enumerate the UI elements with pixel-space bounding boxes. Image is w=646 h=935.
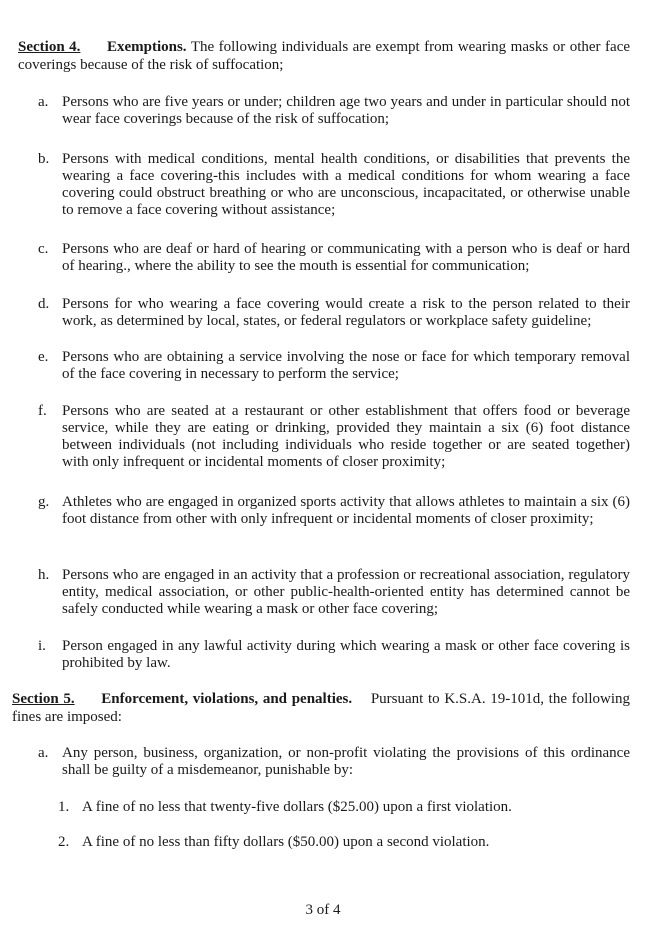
item-text: Persons who are engaged in an activity that a profession or recreational association, regulatory entity, medical association, or other public-health-oriented entity has determined cannot be safely conducted while wearing a mask or other face covering; [62, 567, 630, 617]
section-4-item-d [38, 296, 630, 330]
section-5-item-a [38, 745, 630, 779]
section-4-item-b [38, 151, 630, 219]
section-5-header [12, 690, 630, 726]
section-4-number: Section 4. [18, 39, 81, 55]
item-text: Persons who are deaf or hard of hearing or communicating with a person who is deaf or hard of hearing., where the ability to see the mouth is essential for communication; [62, 241, 630, 274]
item-label: d. [38, 296, 50, 312]
section-5-intro: Pursuant to K.S.A. 19-101d, the following fines are imposed: [12, 691, 631, 725]
item-label: i. [38, 638, 46, 654]
subitem-label: 2. [58, 834, 70, 850]
item-label: g. [38, 494, 50, 510]
section-5-subitem-1 [58, 799, 630, 816]
item-text: Any person, business, organization, or non-profit violating the provisions of this ordinance shall be guilty of a misdemeanor, punishable by: [62, 745, 630, 778]
item-label: a. [38, 94, 49, 110]
section-5-subitem-2 [58, 834, 630, 851]
item-label: b. [38, 151, 50, 167]
section-4-item-h [38, 567, 630, 618]
section-5-heading: Enforcement, violations, and penalties. [101, 691, 353, 707]
section-4-item-g [38, 494, 630, 528]
section-4-item-i [38, 638, 630, 672]
subitem-text: A fine of no less that twenty-five dollars ($25.00) upon a first violation. [82, 799, 512, 815]
item-text: Persons who are five years or under; children age two years and under in particular should not wear face coverings because of the risk of suffocation; [62, 94, 630, 127]
item-text: Persons who are obtaining a service involving the nose or face for which temporary removal of the face covering in necessary to perform the service; [62, 349, 630, 382]
section-4-item-f [38, 403, 630, 471]
item-text: Persons with medical conditions, mental health conditions, or disabilities that prevents the wearing a face covering-this includes with a medical conditions for whom wearing a face covering could obstruct breathing or who are unconscious, incapacitated, or otherwise unable to remove a face covering without assistance; [62, 151, 630, 218]
item-label: e. [38, 349, 49, 365]
section-4-item-a [38, 94, 630, 128]
subitem-label: 1. [58, 799, 70, 815]
item-text: Person engaged in any lawful activity during which wearing a mask or other face covering is prohibited by law. [62, 638, 630, 671]
section-4-item-e [38, 349, 630, 383]
section-4-heading: Exemptions. [106, 39, 187, 55]
section-4-header [18, 38, 630, 74]
section-5-number: Section 5. [12, 691, 75, 707]
item-text: Athletes who are engaged in organized sports activity that allows athletes to maintain a six (6) foot distance from other with only infrequent or incidental moments of closer proximity; [62, 494, 630, 527]
item-text: Persons who are seated at a restaurant or other establishment that offers food or beverage service, while they are eating or drinking, provided they maintain a six (6) foot distance between individuals (not including individuals who reside together or are seated together) with only infrequent or incidental moments of closer proximity; [62, 403, 630, 470]
item-label: f. [38, 403, 47, 419]
item-text: Persons for who wearing a face covering would create a risk to the person related to their work, as determined by local, states, or federal regulators or workplace safety guideline; [62, 296, 630, 329]
item-label: h. [38, 567, 50, 583]
page-number: 3 of 4 [305, 902, 341, 918]
section-4-intro: The following individuals are exempt from wearing masks or other face coverings because of the risk of suffocation; [18, 39, 631, 73]
section-4-item-c [38, 241, 630, 275]
subitem-text: A fine of no less than fifty dollars ($50.00) upon a second violation. [82, 834, 490, 850]
item-label: a. [38, 745, 49, 761]
item-label: c. [38, 241, 49, 257]
